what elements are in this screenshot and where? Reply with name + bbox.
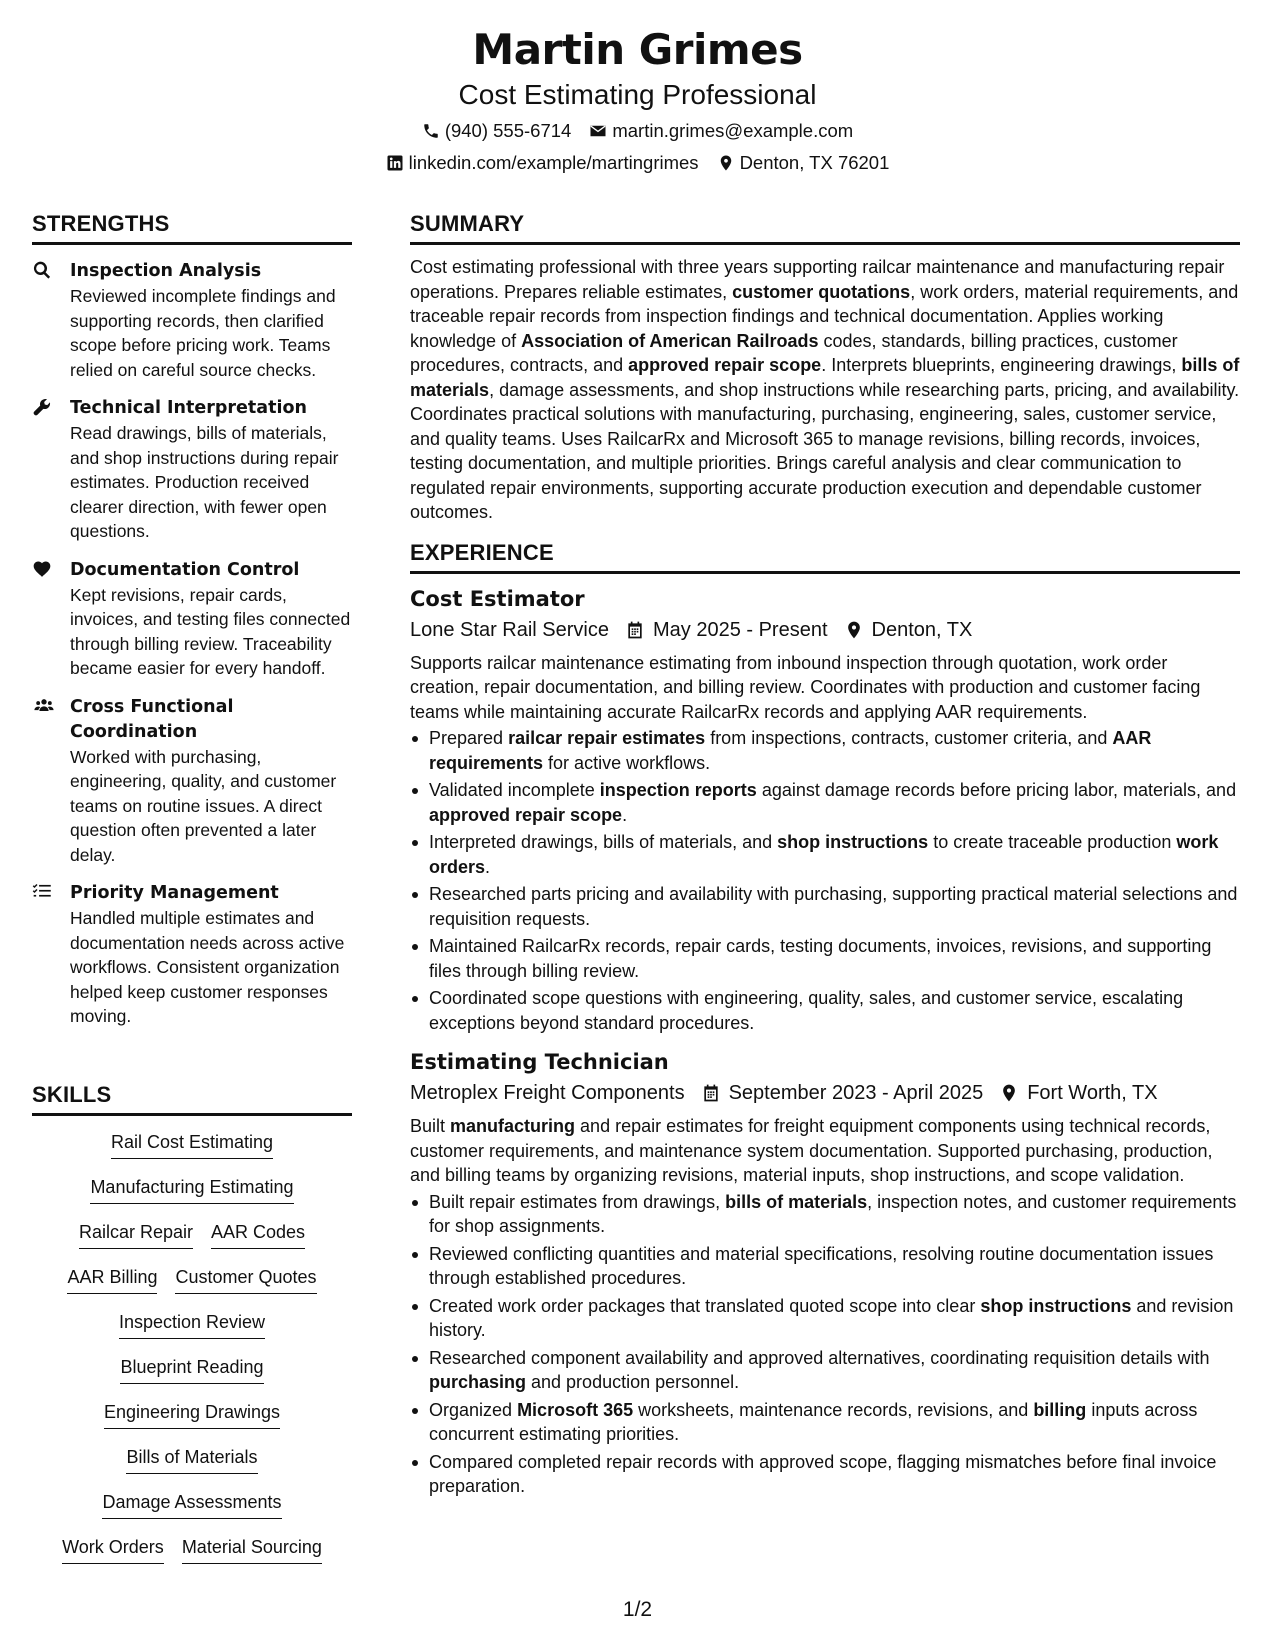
emphasis-text: inspection reports [599,780,757,800]
contact-row-secondary [0,151,1275,175]
bullet-item: Researched parts pricing and availability with purchasing, supporting practical material selections and requisition requests. [410,882,1240,931]
job-meta [410,615,1240,645]
job-description: Supports railcar maintenance estimating from inbound inspection through quotation, work order creation, repair documentation, and billing review. Coordinates with production and customer facing teams while maintaining accurate RailcarRx records and applying AAR requirements. [410,652,1201,722]
company-name: Lone Star Rail Service [410,618,609,641]
strength-title: Technical Interpretation [70,398,307,418]
strength-description: Kept revisions, repair cards, invoices, and testing files connected through billing review. Traceability became easier for every handoff. [70,584,351,678]
skill-tag: Work Orders [62,1535,164,1564]
bullet-item: Interpreted drawings, bills of materials, and shop instructions to create traceable production work orders. [410,830,1240,879]
emphasis-text: bills of materials [725,1191,868,1212]
strength-item [32,558,352,681]
strength-description: Worked with purchasing, engineering, quality, and customer teams on routine issues. A direct question often prevented a later delay. [70,746,337,865]
map-pin-icon [717,154,735,172]
strength-title: Inspection Analysis [70,261,262,281]
map-pin-icon [844,620,864,640]
bullet-item: Compared completed repair records with approved scope, flagging mismatches before final invoice preparation. [410,1450,1240,1499]
skill-tag: Blueprint Reading [120,1355,263,1384]
checklist-icon [32,881,70,1029]
bullet-item: Built repair estimates from drawings, bills of materials, inspection notes, and customer requirements for shop assignments. [410,1190,1240,1239]
job-location: Denton, TX [871,618,973,641]
right-column [410,210,1240,1502]
linkedin-icon [386,154,404,172]
skill-tag: Railcar Repair [79,1220,193,1249]
strengths-heading: STRENGTHS [32,210,352,245]
bullet-item: Created work order packages that translated quoted scope into clear shop instructions and revision history. [410,1294,1240,1343]
strength-item [32,396,352,544]
skill-tag: Inspection Review [119,1310,265,1339]
strength-description: Read drawings, bills of materials, and shop instructions during repair estimates. Production received clearer direction, with fewer open questions. [70,423,339,541]
emphasis-text: purchasing [429,1372,527,1392]
contact-row-primary [0,119,1275,143]
search-icon [32,259,70,382]
linkedin-text[interactable]: linkedin.com/example/martingrimes [408,152,699,173]
summary-text: Cost estimating professional with three years supporting railcar maintenance and manufacturing repair operations. Prepares reliable estimates, customer quotations, work orders, material requirements, and traceable repair records from inspection findings and technical documentation. Applies working knowledge of Association of American Railroads codes, standards, billing practices, customer procedures, contracts, and approved repair scope. Interprets blueprints, engineering drawings, bills of materials, damage assessments, and shop instructions while researching parts, pricing, and availability. Coordinates practical solutions with manufacturing, purchasing, engineering, sales, customer service, and quality teams. Uses RailcarRx and Microsoft 365 to manage revisions, billing records, invoices, testing documentation, and multiple priorities. Brings careful analysis and clear communication to regulated repair environments, supporting accurate production execution and dependable customer outcomes. [410,257,1240,522]
phone-icon [422,122,440,140]
job-title: Cost Estimator [410,586,585,611]
skill-tag: Bills of Materials [126,1445,257,1474]
summary-heading: SUMMARY [410,210,1240,245]
bullet-item: Maintained RailcarRx records, repair cards, testing documents, invoices, revisions, and supporting files through billing review. [410,934,1240,983]
emphasis-text: bills of materials [410,355,1240,400]
strength-description: Reviewed incomplete findings and supporting records, then clarified scope before pricing work. Teams relied on careful source checks. [70,286,336,380]
emphasis-text: shop instructions [980,1295,1132,1316]
strength-item [32,881,352,1029]
left-column [32,210,352,1043]
skill-tag: Rail Cost Estimating [111,1130,273,1159]
job-description: Built manufacturing and repair estimates for freight equipment components using technical records, customer requirements, and maintenance system documentation. Supported purchasing, production, and billing teams by organizing revisions, material inputs, shop instructions, and scope validation. [410,1116,1213,1185]
emphasis-text: approved repair scope [429,804,623,825]
job-entry [410,584,1240,1036]
resume-header [0,22,1275,175]
emphasis-text: customer quotations [732,281,911,302]
strength-title: Documentation Control [70,559,300,580]
bullet-item: Validated incomplete inspection reports against damage records before pricing labor, materials, and approved repair scope. [410,778,1240,827]
emphasis-text: AAR requirements [429,728,1152,773]
emphasis-text: work orders [429,832,1219,877]
strength-title: Cross Functional Coordination [70,696,234,742]
skills-list [32,1130,352,1580]
emphasis-text: billing [1033,1399,1087,1420]
emphasis-text: Association of American Railroads [521,330,819,351]
location-text: Denton, TX 76201 [739,152,890,173]
skill-tag: Damage Assessments [102,1490,281,1519]
job-bullets [410,726,1240,1035]
users-icon [32,695,70,868]
skills-section [32,1081,352,1580]
bullet-item: Researched component availability and approved alternatives, coordinating requisition details with purchasing and production personnel. [410,1346,1240,1395]
emphasis-text: manufacturing [450,1116,576,1136]
experience-heading: EXPERIENCE [410,539,1240,574]
skill-tag: AAR Billing [67,1265,157,1294]
bullet-item: Reviewed conflicting quantities and material specifications, resolving routine documentation issues through established procedures. [410,1242,1240,1291]
emphasis-text: railcar repair estimates [508,728,706,748]
heart-icon [32,558,70,681]
skill-tag: Customer Quotes [175,1265,316,1294]
page-number: 1/2 [622,1598,653,1621]
skill-tag: AAR Codes [211,1220,305,1249]
company-name: Metroplex Freight Components [410,1082,685,1104]
bullet-item: Organized Microsoft 365 worksheets, maintenance records, revisions, and billing inputs across concurrent estimating priorities. [410,1398,1240,1447]
bullet-item: Coordinated scope questions with engineering, quality, sales, and customer service, escalating exceptions beyond standard procedures. [410,986,1240,1035]
skill-tag: Material Sourcing [182,1535,322,1564]
strength-item [32,695,352,868]
job-entry [410,1047,1240,1499]
emphasis-text: Microsoft 365 [517,1399,634,1420]
skill-tag: Manufacturing Estimating [90,1175,293,1204]
skills-heading: SKILLS [32,1081,352,1116]
job-location: Fort Worth, TX [1027,1082,1158,1104]
email-contact[interactable] [589,119,853,143]
email-text[interactable]: martin.grimes@example.com [612,120,854,141]
strength-title: Priority Management [70,883,279,903]
emphasis-text: shop instructions [777,832,929,852]
wrench-icon [32,396,70,544]
location-contact [717,151,890,175]
job-bullets [410,1190,1240,1499]
calendar-icon [625,620,645,640]
skill-tag: Engineering Drawings [104,1400,280,1429]
job-meta [410,1078,1240,1108]
strength-item [32,259,352,382]
candidate-title: Cost Estimating Professional [458,79,817,110]
job-title: Estimating Technician [410,1050,669,1074]
strength-description: Handled multiple estimates and documentation needs across active workflows. Consistent organization helped keep customer responses moving. [70,908,345,1026]
job-dates: September 2023 - April 2025 [728,1082,984,1104]
emphasis-text: approved repair scope [628,355,822,375]
strengths-list [32,259,352,1029]
linkedin-contact[interactable] [386,151,699,175]
phone-text: (940) 555-6714 [444,120,572,141]
phone-contact [422,119,572,143]
calendar-icon [701,1083,721,1103]
candidate-name: Martin Grimes [472,25,803,74]
envelope-icon [589,122,607,140]
map-pin-icon [999,1083,1019,1103]
job-dates: May 2025 - Present [652,618,828,641]
bullet-item: Prepared railcar repair estimates from inspections, contracts, customer criteria, and AAR requirements for active workflows. [410,726,1240,775]
